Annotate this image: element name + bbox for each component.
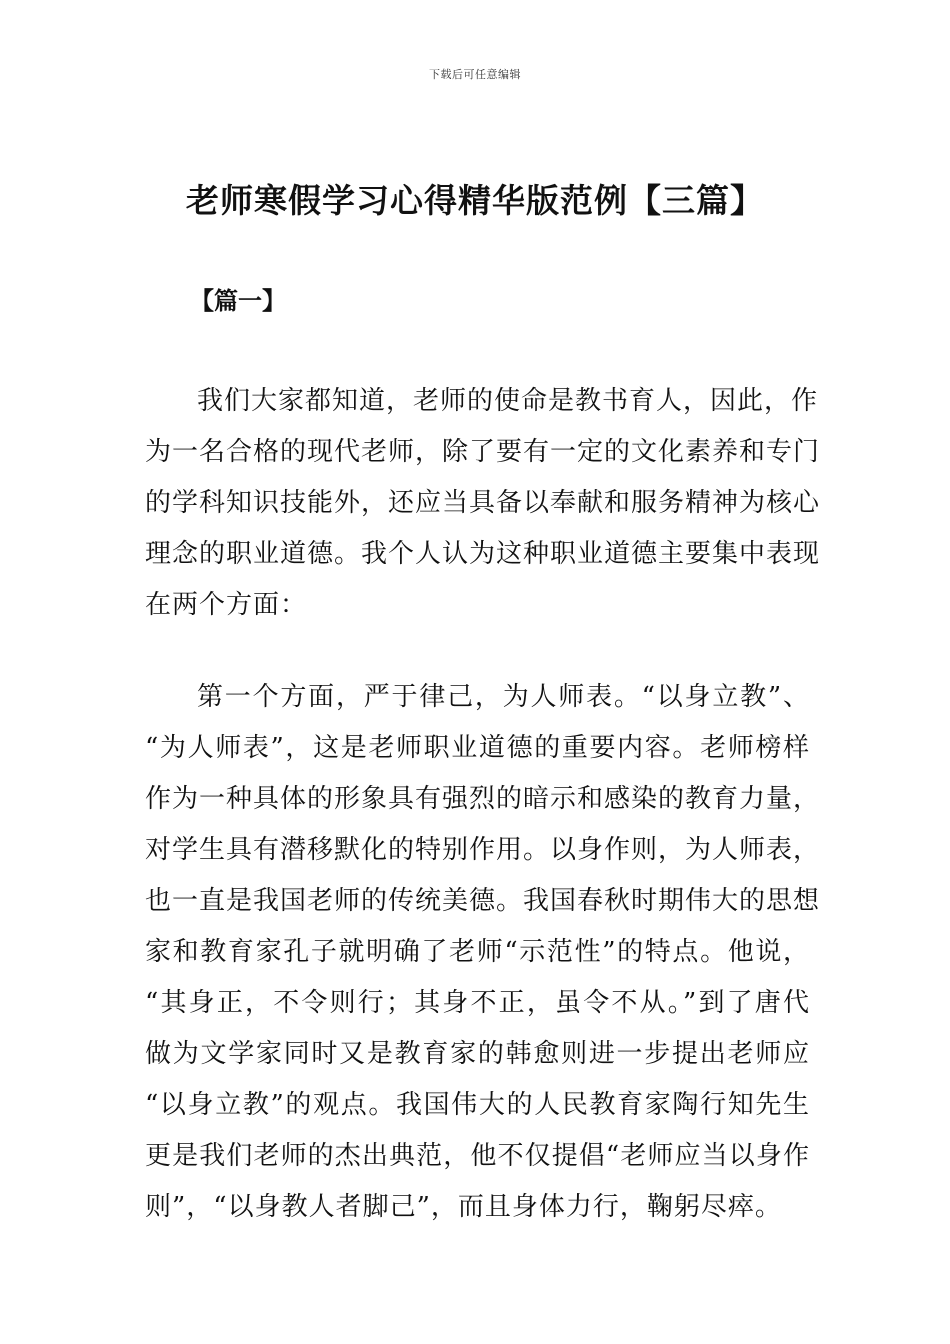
header-note: 下载后可任意编辑 — [429, 68, 521, 81]
paragraph-line: “其身正，不令则行；其身不正，虽令不从。”到了唐代 — [145, 988, 810, 1018]
paragraph-line: 做为文学家同时又是教育家的韩愈则进一步提出老师应 — [145, 1039, 810, 1069]
paragraph-line: 我们大家都知道，老师的使命是教书育人，因此，作 — [197, 386, 819, 416]
paragraph-line: 对学生具有潜移默化的特别作用。以身作则，为人师表， — [145, 835, 821, 865]
section-label: 【篇一】 — [190, 286, 286, 315]
paragraph-line: “以身立教”的观点。我国伟大的人民教育家陶行知先生 — [145, 1090, 810, 1120]
paragraph-line: 为一名合格的现代老师，除了要有一定的文化素养和专门 — [145, 437, 821, 467]
paragraph-line: 也一直是我国老师的传统美德。我国春秋时期伟大的思想 — [145, 886, 821, 916]
paragraph-line: 更是我们老师的杰出典范，他不仅提倡“老师应当以身作 — [145, 1141, 810, 1171]
paragraph-2 — [145, 672, 821, 1233]
paragraph-line: 第一个方面，严于律己，为人师表。“以身立教”、 — [197, 682, 810, 712]
paragraph-line: 作为一种具体的形象具有强烈的暗示和感染的教育力量， — [145, 784, 821, 814]
paragraph-line: 在两个方面： — [145, 590, 308, 620]
paragraph-line: “为人师表”，这是老师职业道德的重要内容。老师榜样 — [145, 733, 810, 763]
paragraph-line: 则”，“以身教人者脚己”，而且身体力行，鞠躬尽瘁。 — [145, 1192, 782, 1222]
paragraph-line: 理念的职业道德。我个人认为这种职业道德主要集中表现 — [145, 539, 821, 569]
paragraph-1 — [145, 376, 821, 631]
paragraph-line: 的学科知识技能外，还应当具备以奉献和服务精神为核心 — [145, 488, 821, 518]
paragraph-line: 家和教育家孔子就明确了老师“示范性”的特点。他说， — [145, 937, 810, 967]
document-title: 老师寒假学习心得精华版范例【三篇】 — [186, 181, 764, 220]
